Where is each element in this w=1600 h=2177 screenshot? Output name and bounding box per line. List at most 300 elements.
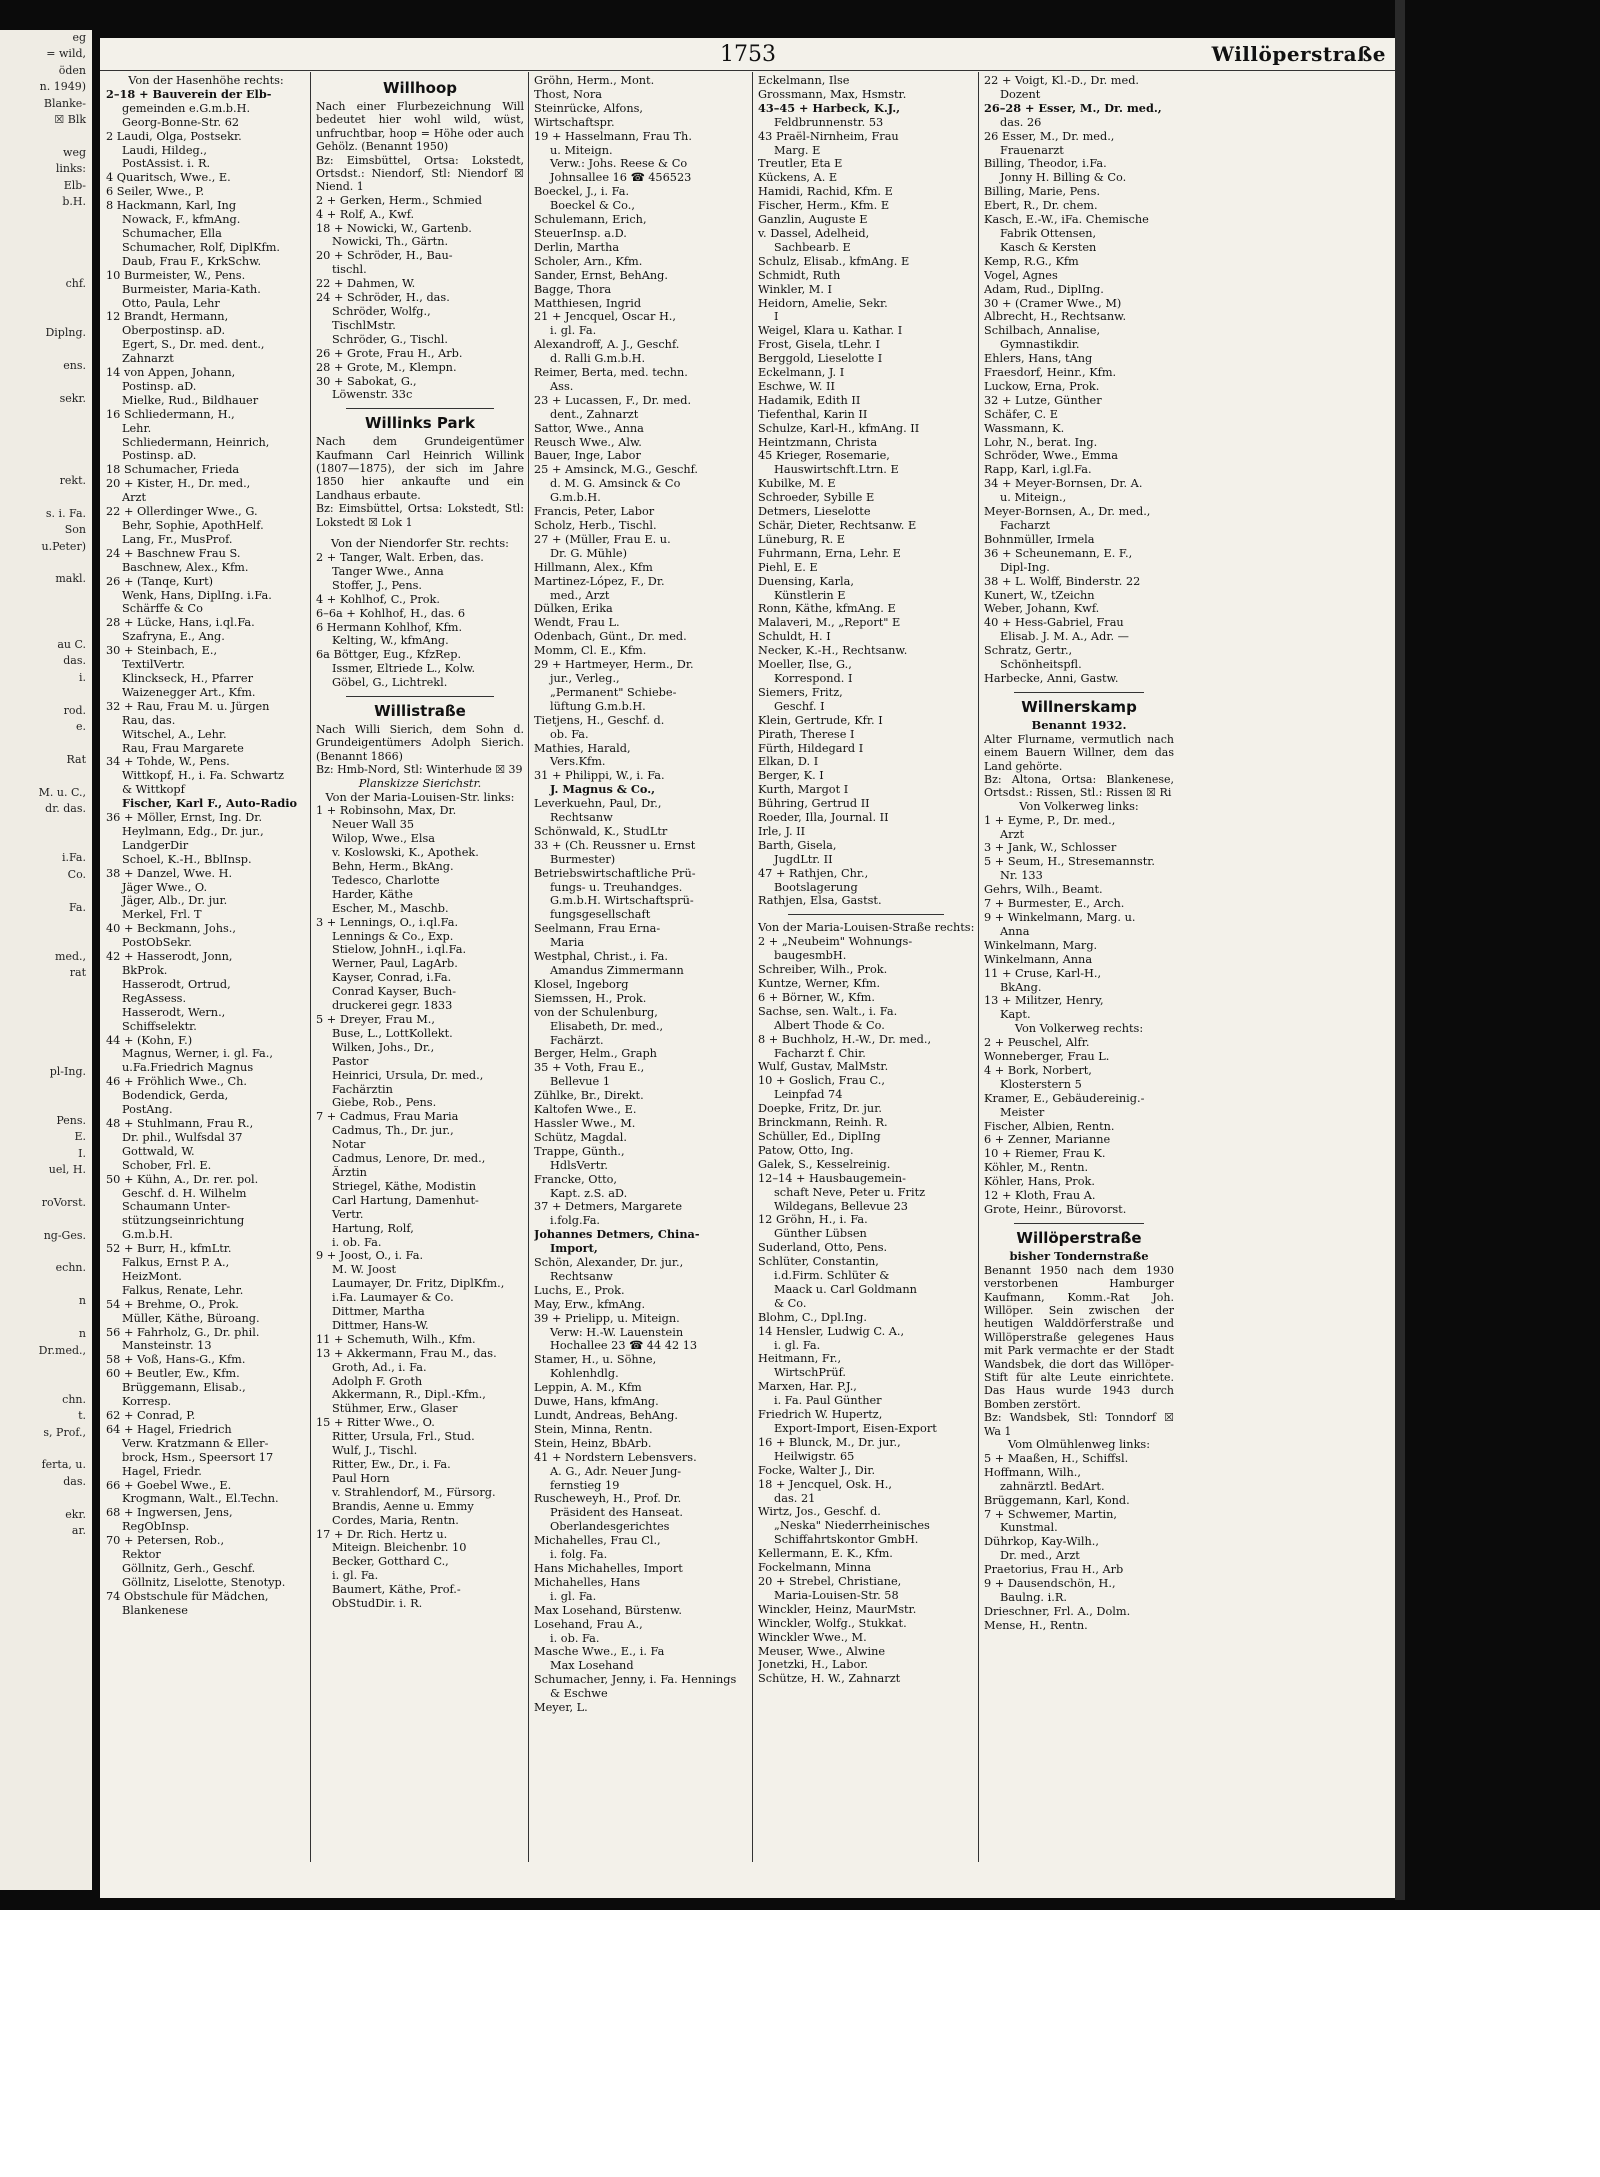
directory-entry-line: Schönheitspfl. [1000,658,1082,672]
directory-entry-line: Hillmann, Alex., Kfm [534,560,653,574]
entry-list [984,74,1174,686]
previous-page-fragment: rat [69,966,86,980]
directory-entry-line: 26 Esser, M., Dr. med., [984,129,1115,143]
previous-page-fragment: s. i. Fa. [45,506,86,520]
directory-entry-line: Masche Wwe., E., i. Fa [534,1645,665,1659]
previous-page-fragment [0,768,92,784]
previous-page-fragment: makl. [55,572,86,586]
directory-entry-line: Akkermann, R., Dipl.-Kfm., [332,1388,486,1402]
directory-entry-line: Leinpfad 74 [774,1088,843,1102]
directory-entry-line: zahnärztl. BedArt. [1000,1479,1105,1493]
previous-page-fragment [0,1211,92,1227]
directory-entry-line: Schütz, Magdal. [534,1130,627,1144]
directory-entry-line: Berger, Helm., Graph [534,1047,657,1061]
directory-entry-line: Müller, Käthe, Büroang. [122,1311,260,1325]
directory-entry-line: Schumacher, Rolf, DiplKfm. [122,240,281,254]
directory-entry-line: Von der Hasenhöhe rechts: [128,74,284,87]
directory-entry-line: 9 + Joost, O., i. Fa. [316,1249,424,1263]
directory-entry-line: Kramer, E., Gebäudereinig.- [984,1091,1145,1105]
directory-entry-line: Magnus, Werner, i. gl. Fa., [122,1047,273,1061]
directory-entry-line: baugesmbH. [774,949,847,963]
directory-entry-line: Heidorn, Amelie, Sekr. [758,296,888,310]
entry-list [984,1452,1174,1633]
previous-page-fragment: das. [63,654,86,668]
directory-entry-line: Zühlke, Br., Direkt. [534,1089,644,1103]
section-title: Willinks Park [364,414,475,433]
directory-entry-line: Scholer, Arn., Kfm. [534,254,643,268]
directory-entry-line: Francke, Otto, [534,1172,618,1186]
section-rule [346,696,494,697]
directory-entry-line: Pirath, Therese I [758,727,855,741]
directory-entry-line: 46 + Fröhlich Wwe., Ch. [106,1075,248,1089]
directory-entry-line: 12 + Kloth, Frau A. [984,1189,1096,1203]
directory-entry-line: 22 + Ollerdinger Wwe., G. [106,505,258,519]
directory-entry-line: „Permanent" Schiebe- [550,685,677,699]
directory-entry-line: 60 + Beutler, Ew., Kfm. [106,1367,240,1381]
district-info: Bz: Eimsbüttel, Ortsa: Lokstedt, Ortsdst.: Niendorf, Stl: Niendorf ☒ Niend. 1 [316,153,524,194]
directory-entry-line: 12–14 + Hausbaugemein- [758,1171,906,1185]
directory-entry-line: Martinez-López, F., Dr. [534,574,665,588]
directory-entry-line: Bodendick, Gerda, [122,1089,229,1103]
directory-entry-line: Suderland, Otto, Pens. [758,1241,888,1255]
directory-entry-line: Laumayer, Dr. Fritz, DiplKfm., [332,1277,505,1291]
directory-entry-line: Import, [550,1242,598,1256]
directory-entry-line: u.Fa.Friedrich Magnus [122,1061,254,1075]
previous-page-fragment [0,227,92,243]
directory-entry-line: Friedrich W. Hupertz, [758,1408,883,1422]
page-edge-shadow [1395,0,1405,1900]
directory-entry-line: Siemers, Fritz, [758,685,843,699]
directory-entry-line: 19 + Hasselmann, Frau Th. [534,129,692,143]
directory-entry-line: 4 + Bork, Norbert, [984,1063,1092,1077]
directory-entry-line: 10 + Goslich, Frau C., [758,1074,885,1088]
subheading: Von der Niendorfer Str. rechts: [331,537,509,551]
directory-entry-line: 33 + (Ch. Reussner u. Ernst [534,838,696,852]
directory-entry-line: Doepke, Fritz, Dr. jur. [758,1102,882,1116]
entry-list [984,1036,1174,1217]
directory-entry-line: Facharzt f. Chir. [774,1046,866,1060]
directory-entry-line: d. Ralli G.m.b.H. [550,352,646,366]
directory-entry-line: & Wittkopf [122,783,185,797]
previous-page-fragment [0,1310,92,1326]
entry-list [758,935,974,1686]
directory-entry-line: Merkel, Frl. T [122,908,202,922]
previous-page-fragment [0,883,92,899]
directory-entry-line: Stoffer, J., Pens. [332,578,422,592]
directory-entry-line: 3 + Lennings, O., i.ql.Fa. [316,915,459,929]
previous-page-fragment: Co. [67,867,86,881]
directory-entry-line: Mense, H., Rentn. [984,1618,1088,1632]
section-title: Willnerskamp [1021,697,1137,716]
previous-page-fragment: rod. [63,703,86,717]
entry-list [984,814,1174,1023]
directory-entry-line: Göllnitz, Liselotte, Stenotyp. [122,1575,286,1589]
directory-entry-line: Hasserodt, Wern., [122,1005,226,1019]
previous-page-fragment [0,293,92,309]
section-description: Nach einer Flurbezeichnung Will bedeutet hier wohl wild, wüst, unfruchtbar, hoop = Höhe oder auch Gehölz. (Benannt 1950) [316,99,524,154]
directory-entry-line: Grossmann, Max, Hsmstr. [758,87,907,101]
directory-entry-line: Export-Import, Eisen-Export [774,1422,937,1435]
previous-page-fragment [0,1178,92,1194]
section-rule [346,408,494,409]
directory-entry-line: 5 + Seum, H., Stresemannstr. [984,855,1155,869]
previous-page-fragment [0,818,92,834]
directory-entry-line: & Co. [774,1296,807,1310]
subheading: Vom Olmühlenweg links: [1007,1438,1151,1451]
directory-entry-line: 35 + Voth, Frau E., [534,1061,645,1075]
directory-entry-line: Ebert, R., Dr. chem. [984,199,1098,213]
directory-page [100,38,1400,1898]
previous-page-fragment: M. u. C., [38,785,86,799]
column-2 [316,74,524,1898]
directory-entry-line: Boeckel & Co., [550,199,635,213]
directory-entry-line: Buse, L., LottKollekt. [332,1026,453,1040]
directory-entry-line: Wirtz, Jos., Geschf. d. [758,1505,881,1519]
directory-entry-line: Becker, Gotthard C., [332,1555,449,1569]
directory-entry-line: Krogmann, Walt., El.Techn. [122,1492,279,1506]
directory-entry-line: Rechtsanw [550,1269,613,1283]
directory-entry-line: Meister [1000,1105,1045,1119]
directory-entry-line: Behn, Herm., BkAng. [332,860,454,874]
previous-page-fragment [0,243,92,259]
directory-entry-line: Hagel, Friedr. [122,1464,202,1478]
directory-entry-line: Meyer, L. [534,1701,588,1715]
directory-entry-line: das. 21 [774,1491,816,1505]
directory-entry-line: Elisabeth, Dr. med., [550,1019,664,1033]
directory-entry-line: Kemp, R.G., Kfm [984,254,1079,268]
directory-entry-line: Rau, Frau Margarete [122,741,244,755]
directory-entry-line: Westphal, Christ., i. Fa. [534,950,668,964]
previous-page-fragment: = wild, [46,47,86,61]
directory-entry-line: 6–6a + Kohlhof, H., das. 6 [316,606,466,620]
directory-entry-line: Schröder, Wwe., Emma [984,449,1118,463]
directory-entry-line: 43–45 + Harbeck, K.J., [758,101,901,115]
directory-entry-line: Bagge, Thora [534,282,612,296]
previous-page-fragment: ☒ Blk [54,113,86,127]
directory-entry-line: Lennings & Co., Exp. [332,929,454,943]
directory-entry-line: 1 + Eyme, P., Dr. med., [984,813,1116,827]
section-rule [1014,692,1144,693]
directory-entry-line: 4 Quaritsch, Wwe., E. [106,171,231,185]
directory-entry-line: JugdLtr. II [774,852,833,866]
directory-entry-line: Marg. E [774,143,821,157]
directory-entry-line: Escher, M., Maschb. [332,901,449,915]
directory-entry-line: Brüggemann, Elisab., [122,1381,246,1395]
directory-entry-line: Issmer, Eltriede L., Kolw. [332,662,476,676]
directory-entry-line: 17 + Dr. Rich. Hertz u. [316,1527,448,1541]
directory-entry-line: Blohm, C., Dpl.Ing. [758,1310,867,1324]
directory-entry-line: Schärffe & Co [122,602,203,616]
directory-entry-line: 32 + Rau, Frau M. u. Jürgen [106,699,270,713]
directory-entry-line: Fuhrmann, Erna, Lehr. E [758,546,901,560]
directory-entry-line: 26 + Grote, Frau H., Arb. [316,346,463,360]
directory-entry-line: Derlin, Martha [534,240,620,254]
previous-page-fragment [0,407,92,423]
directory-entry-line: Burmeister, Maria-Kath. [122,282,261,296]
directory-entry-line: Tanger Wwe., Anna [332,564,444,578]
directory-entry-line: PostAssist. i. R. [122,157,211,171]
column-3 [534,74,748,1898]
directory-entry-line: Johnsallee 16 ☎ 456523 [550,171,692,185]
previous-page-fragment: u.Peter) [41,539,86,553]
directory-entry-line: 38 + Danzel, Wwe. H. [106,866,233,880]
directory-entry-line: Baschnew, Alex., Kfm. [122,560,249,574]
directory-entry-line: Köhler, Hans, Prok. [984,1175,1095,1189]
directory-entry-line: Boeckel, J., i. Fa. [534,185,630,199]
directory-entry-line: Momm, Cl. E., Kfm. [534,644,647,658]
section-description: Alter Flurname, vermutlich nach einem Bauern Willner, dem das Land gehörte. [984,732,1174,773]
directory-entry-line: 24 + Baschnew Frau S. [106,546,241,560]
directory-entry-line: Notar [332,1138,366,1152]
directory-entry-line: Irle, J. II [758,824,806,838]
previous-page-fragment [0,1375,92,1391]
directory-entry-line: 1 + Robinsohn, Max, Dr. [316,804,457,818]
directory-entry-line: Jäger, Alb., Dr. jur. [122,894,228,908]
directory-entry-line: ob. Fa. [550,727,589,741]
directory-entry-line: 48 + Stuhlmann, Frau R., [106,1116,254,1130]
previous-page-fragment: n [78,1294,86,1308]
directory-entry-line: Harder, Käthe [332,887,413,901]
directory-entry-line: 22 + Voigt, Kl.-D., Dr. med. [984,74,1140,87]
directory-entry-line: 12 Gröhn, H., i. Fa. [758,1213,868,1227]
directory-entry-line: Postinsp. aD. [122,449,197,463]
directory-entry-line: Eckelmann, Ilse [758,74,850,87]
directory-entry-line: Ärztin [332,1165,367,1179]
directory-entry-line: 26 + (Tanqe, Kurt) [106,574,214,588]
directory-entry-line: Winkler, M. I [758,282,832,296]
directory-entry-line: 20 + Strebel, Christiane, [758,1574,902,1588]
directory-entry-line: Schröder, Wolfg., [332,305,431,318]
directory-entry-line: Jonetzki, H., Labor. [758,1658,869,1672]
previous-page-fragment [0,457,92,473]
directory-entry-line: Weber, Johann, Kwf. [984,602,1100,616]
directory-entry-line: Hamidi, Rachid, Kfm. E [758,185,893,199]
directory-entry-line: Scholz, Herb., Tischl. [534,519,657,532]
directory-entry-line: 29 + Hartmeyer, Herm., Dr. [534,658,694,672]
directory-entry-line: Schmidt, Ruth [758,268,841,282]
directory-entry-line: Reusch Wwe., Alw. [534,435,642,449]
directory-entry-line: Kapt. [1000,1008,1031,1022]
directory-entry-line: 3 + Jank, W., Schlosser [984,841,1117,855]
directory-entry-line: Dr. phil., Wulfsdal 37 [122,1130,243,1144]
previous-page-fragment: s, Prof., [43,1425,86,1439]
directory-entry-line: Giebe, Rob., Pens. [332,1096,437,1110]
directory-entry-line: Ronn, Käthe, kfmAng. E [758,602,896,616]
directory-entry-line: Heinrici, Ursula, Dr. med., [332,1068,484,1082]
previous-page-fragment: e. [75,720,86,734]
directory-entry-line: 38 + L. Wolff, Binderstr. 22 [984,574,1141,588]
directory-entry-line: Heylmann, Edg., Dr. jur., [122,824,264,838]
directory-entry-line: Schroeder, Sybille E [758,491,875,505]
directory-entry-line: Carl Hartung, Damenhut- [332,1193,479,1207]
directory-entry-line: Francis, Peter, Labor [534,505,655,519]
directory-entry-line: Kückens, A. E [758,171,838,185]
directory-entry-line: Winkelmann, Anna [984,952,1093,966]
directory-entry-line: Geschf. d. H. Wilhelm [122,1186,247,1200]
previous-page-fragment [0,1080,92,1096]
directory-entry-line: Dittmer, Martha [332,1305,425,1319]
directory-entry-line: Vers.Kfm. [550,755,606,769]
directory-entry-line: Egert, S., Dr. med. dent., [122,338,265,352]
directory-entry-line: Steinrücke, Alfons, [534,101,643,115]
directory-entry-line: Thost, Nora [534,87,602,101]
directory-entry-line: Fockelmann, Minna [758,1561,872,1575]
directory-entry-line: i.folg.Fa. [550,1214,601,1228]
district-info: Bz: Altona, Ortsa: Blankenese, Ortsdst.: Rissen, Stl.: Rissen ☒ Ri [984,772,1174,800]
directory-entry-line: Rathjen, Elsa, Gastst. [758,894,882,908]
directory-entry-line: 16 Schliedermann, H., [106,407,235,421]
directory-entry-line: tischl. [332,263,367,277]
entry-list [758,74,974,908]
directory-entry-line: Cadmus, Th., Dr. jur., [332,1124,454,1138]
directory-entry-line: Trappe, Günth., [534,1144,625,1158]
directory-entry-line: 34 + Meyer-Bornsen, Dr. A. [984,477,1143,491]
directory-entry-line: Hasserodt, Ortrud, [122,977,231,991]
directory-entry-line: Nr. 133 [1000,869,1043,883]
directory-entry-line: 74 Obstschule für Mädchen, [106,1589,269,1603]
directory-entry-line: Albrecht, H., Rechtsanw. [984,310,1127,324]
directory-entry-line: Lehr. [122,421,152,435]
directory-entry-line: 64 + Hagel, Friedrich [106,1422,232,1436]
directory-entry-line: Kurth, Margot I [758,783,849,797]
directory-entry-line: Duwe, Hans, kfmAng. [534,1395,659,1409]
previous-page-fragment [0,1441,92,1457]
directory-entry-line: Jonny H. Billing & Co. [1000,171,1127,185]
directory-entry-line: 52 + Burr, H., kfmLtr. [106,1242,232,1256]
directory-entry-line: Klein, Gertrude, Kfr. I [758,713,883,727]
directory-entry-line: 13 + Akkermann, Frau M., das. [316,1346,497,1360]
directory-entry-line: Burmester) [550,852,616,866]
directory-entry-line: Schaumann Unter- [122,1200,231,1214]
directory-entry-line: Ritter, Ursula, Frl., Stud. [332,1430,475,1444]
directory-entry-line: das. 26 [1000,115,1042,129]
directory-entry-line: Necker, K.-H., Rechtsanw. [758,644,908,658]
directory-entry-line: Galek, S., Kesselreinig. [758,1157,891,1171]
directory-entry-line: 26–28 + Esser, M., Dr. med., [984,101,1162,115]
directory-entry-line: Winckler, Heinz, MaurMstr. [758,1602,917,1616]
directory-entry-line: Jäger Wwe., O. [122,880,208,894]
directory-entry-line: 5 + Maaßen, H., Schiffsl. [984,1451,1129,1465]
previous-page-fragment: n. 1949) [39,80,86,94]
previous-page-fragment: dr. das. [45,802,86,816]
directory-entry-line: Wonneberger, Frau L. [984,1050,1110,1064]
directory-entry-line: Bellevue 1 [550,1075,611,1089]
previous-page-fragment: rekt. [59,473,86,487]
directory-entry-line: Ganzlin, Auguste E [758,213,868,227]
directory-entry-line: Patow, Otto, Ing. [758,1143,854,1157]
directory-entry-line: Billing, Theodor, i.Fa. [984,157,1107,171]
directory-entry-line: Stamer, H., u. Söhne, [534,1353,657,1367]
directory-entry-line: Schütze, H. W., Zahnarzt [758,1672,901,1686]
previous-page-fragment: I. [78,1146,86,1160]
column-divider [528,72,529,1862]
directory-entry-line: Künstlerin E [774,588,846,602]
directory-entry-line: Rapp, Karl, i.gl.Fa. [984,463,1092,477]
previous-page-fragment [0,309,92,325]
directory-entry-line: Grote, Heinr., Bürovorst. [984,1203,1127,1216]
directory-entry-line: Wendt, Frau L. [534,616,620,630]
previous-page-fragment [0,1031,92,1047]
directory-entry-line: Günther Lübsen [774,1227,867,1241]
directory-entry-line: Mansteinstr. 13 [122,1339,212,1353]
directory-entry-line: 6 + Börner, W., Kfm. [758,990,875,1004]
directory-entry-line: 44 + (Kohn, F.) [106,1033,193,1047]
directory-entry-line: Witschel, A., Lehr. [122,727,227,741]
directory-entry-line: 8 Hackmann, Karl, Ing [106,199,237,213]
directory-entry-line: Brandis, Aenne u. Emmy [332,1499,474,1513]
directory-entry-line: Brüggemann, Karl, Kond. [984,1493,1130,1507]
directory-entry-line: 5 + Dreyer, Frau M., [316,1013,435,1026]
directory-entry-line: Vogel, Agnes [984,268,1058,282]
directory-entry-line: J. Magnus & Co., [550,783,656,797]
previous-page-fragment: Dr.med., [38,1343,86,1357]
previous-page-fragment: Blanke- [43,96,86,110]
running-street-header: Willöperstraße [1211,42,1386,66]
directory-entry-line: Fischer, Karl F., Auto-Radio [122,797,298,811]
directory-entry-line: 41 + Nordstern Lebensvers. [534,1450,697,1464]
directory-entry-line: Barth, Gisela, [758,838,837,852]
directory-entry-line: Matthiesen, Ingrid [534,296,642,310]
directory-entry-line: i. ob. Fa. [332,1235,382,1249]
directory-entry-line: Miteign. Bleichenbr. 10 [332,1541,467,1555]
directory-entry-line: 16 + Blunck, M., Dr. jur., [758,1435,901,1449]
directory-entry-line: Schüller, Ed., DiplIng [758,1129,881,1143]
previous-page-fragment [0,128,92,144]
directory-entry-line: Fachärztin [332,1082,393,1096]
directory-entry-line: Billing, Marie, Pens. [984,185,1101,199]
directory-entry-line: 14 Hensler, Ludwig C. A., [758,1324,905,1338]
directory-entry-line: G.m.b.H. [550,491,601,505]
previous-page-fragment [0,424,92,440]
directory-entry-line: Neuer Wall 35 [332,818,415,832]
directory-entry-line: Wilken, Johs., Dr., [332,1040,435,1054]
previous-page-fragment [0,1359,92,1375]
section-rule [788,914,944,915]
directory-entry-line: gemeinden e.G.m.b.H. [122,101,251,115]
directory-entry-line: Dittmer, Hans-W. [332,1318,429,1332]
directory-entry-line: 2–18 + Bauverein der Elb- [106,87,272,101]
previous-page-fragment: i. [78,670,86,684]
directory-entry-line: Ritter, Ew., Dr., i. Fa. [332,1458,451,1471]
directory-entry-line: 6 + Zenner, Marianne [984,1133,1111,1147]
directory-entry-line: Kapt. z.S. aD. [550,1186,628,1200]
directory-entry-line: 22 + Dahmen, W. [316,277,416,291]
directory-entry-line: Kunstmal. [1000,1521,1058,1535]
directory-entry-line: Piehl, E. E [758,560,818,574]
directory-entry-line: Behr, Sophie, ApothHelf. [122,519,264,532]
directory-entry-line: i.d.Firm. Schlüter & [774,1269,890,1283]
directory-entry-line: Adam, Rud., DiplIng. [984,282,1104,296]
directory-entry-line: 18 Schumacher, Frieda [106,463,240,477]
directory-entry-line: Anna [1000,924,1030,938]
directory-entry-line: PostAng. [122,1103,173,1117]
directory-entry-line: Harbecke, Anni, Gastw. [984,671,1119,685]
directory-entry-line: Bühring, Gertrud II [758,797,870,811]
directory-entry-line: Betriebswirtschaftliche Prü- [534,866,696,880]
directory-entry-line: Wildegans, Bellevue 23 [774,1199,908,1213]
column-divider [310,72,311,1862]
directory-entry-line: Werner, Paul, LagArb. [332,957,458,971]
directory-entry-line: Heilwigstr. 65 [774,1449,855,1463]
directory-entry-line: Wulf, Gustav, MalMstr. [758,1060,889,1074]
column-5 [984,74,1174,1898]
directory-entry-line: 2 + Tanger, Walt. Erben, das. [316,551,484,564]
previous-page-fragment: echn. [55,1261,86,1275]
directory-entry-line: Schilbach, Annalise, [984,324,1101,338]
directory-entry-line: Stühmer, Erw., Glaser [332,1402,458,1416]
directory-entry-line: 31 + Philippi, W., i. Fa. [534,769,665,783]
directory-entry-line: Wirtschaftspr. [534,115,615,129]
